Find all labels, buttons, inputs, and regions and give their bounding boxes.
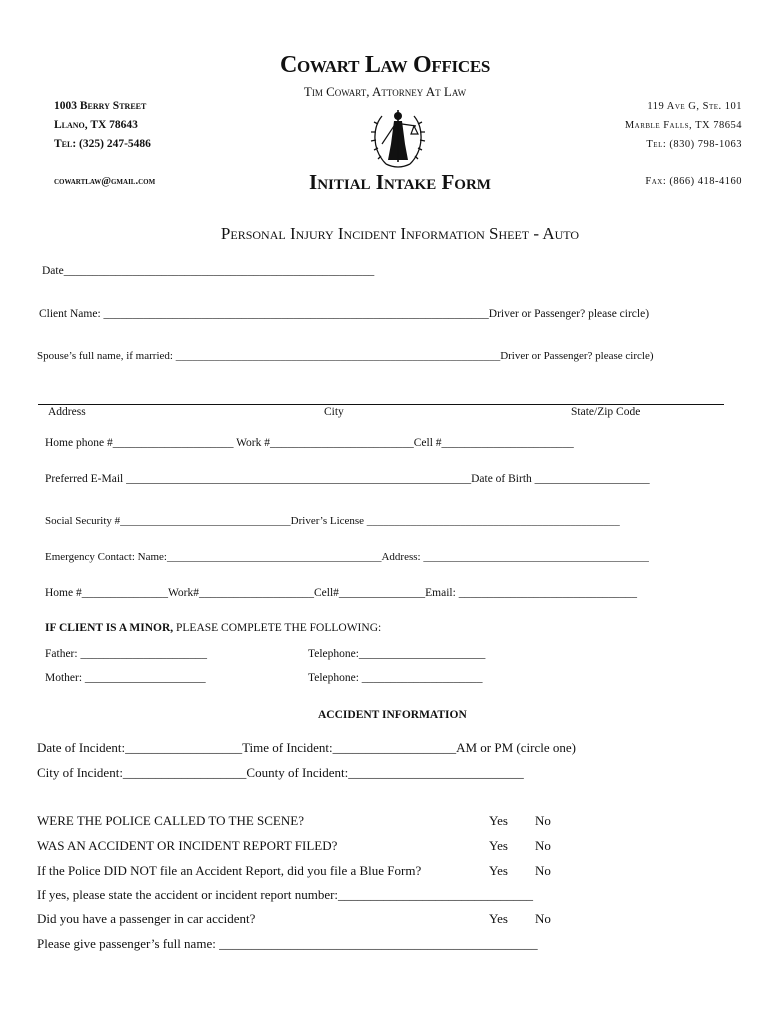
lady-justice-logo-icon (368, 104, 428, 172)
police-called-yes[interactable]: Yes (489, 813, 508, 828)
address-label: Address (48, 406, 86, 418)
city-label: City (324, 406, 344, 418)
father-field[interactable]: Father: ______________________ (45, 648, 207, 660)
mother-field[interactable]: Mother: _____________________ (45, 672, 206, 684)
emergency-phone-fields[interactable]: Home #_______________Work#____________________Cell#_______________Email: _______________________________ (45, 587, 637, 599)
father-telephone-field[interactable]: Telephone:______________________ (308, 648, 486, 660)
right-address-line-3: Tel: (830) 798-1063 (646, 139, 742, 150)
firm-name: Cowart Law Offices (279, 52, 491, 78)
form-title: Initial Intake Form (309, 170, 491, 194)
accident-heading: ACCIDENT INFORMATION (318, 709, 467, 721)
left-address-line-3: Tel: (325) 247-5486 (54, 138, 151, 150)
question-blue-form: If the Police DID NOT file an Accident Report, did you file a Blue Form? (37, 863, 422, 878)
firm-email: cowartlaw@gmail.com (54, 176, 156, 187)
minor-heading-rest: PLEASE COMPLETE THE FOLLOWING: (173, 622, 382, 634)
passenger-name-field[interactable]: Please give passenger’s full name: _________________________________________________ (37, 936, 538, 951)
question-passenger: Did you have a passenger in car accident? (37, 911, 256, 926)
ssn-license-fields[interactable]: Social Security #_______________________________Driver’s License ______________________________________________ (45, 515, 620, 527)
minor-heading-bold: IF CLIENT IS A MINOR, (45, 622, 174, 634)
report-filed-yes[interactable]: Yes (489, 838, 508, 853)
right-address-line-2: Marble Falls, TX 78654 (624, 120, 742, 131)
report-number-field[interactable]: If yes, please state the accident or incident report number:______________________________ (37, 887, 534, 902)
left-address-line-1: 1003 Berry Street (54, 100, 147, 112)
sheet-title: Personal Injury Incident Information Sheet - Auto (220, 224, 580, 243)
email-dob-fields[interactable]: Preferred E-Mail ____________________________________________________________Date of Birth ____________________ (45, 473, 650, 485)
question-report-filed: WAS AN ACCIDENT OR INCIDENT REPORT FILED? (37, 838, 338, 853)
date-field[interactable]: Date______________________________________________________ (42, 265, 375, 277)
passenger-yes[interactable]: Yes (489, 911, 508, 926)
fax-number: Fax: (866) 418-4160 (645, 176, 742, 187)
blue-form-yes[interactable]: Yes (489, 863, 508, 878)
report-filed-no[interactable]: No (535, 838, 551, 853)
emergency-contact-fields[interactable]: Emergency Contact: Name:_______________________________________Address: _________________________________________ (45, 551, 649, 563)
incident-city-county-fields[interactable]: City of Incident:___________________County of Incident:___________________________ (37, 765, 524, 780)
state-zip-label: State/Zip Code (571, 406, 641, 418)
incident-date-time-fields[interactable]: Date of Incident:__________________Time of Incident:___________________AM or PM (circle one) (37, 740, 576, 755)
address-line[interactable] (38, 404, 724, 405)
police-called-no[interactable]: No (535, 813, 551, 828)
client-name-field[interactable]: Client Name: ___________________________________________________________________Driver or Passenger? please circle) (39, 308, 650, 320)
question-police-called: WERE THE POLICE CALLED TO THE SCENE? (37, 813, 304, 828)
blue-form-no[interactable]: No (535, 863, 551, 878)
right-address-line-1: 119 Ave G, Ste. 101 (647, 101, 742, 112)
minor-heading (45, 622, 381, 634)
attorney-name: Tim Cowart, Attorney At Law (303, 84, 467, 99)
spouse-name-field[interactable]: Spouse’s full name, if married: ___________________________________________________________Driver or Passenger? please circle) (37, 350, 654, 362)
left-address-line-2: Llano, TX 78643 (54, 119, 138, 131)
passenger-no[interactable]: No (535, 911, 551, 926)
mother-telephone-field[interactable]: Telephone: _____________________ (308, 672, 483, 684)
phone-fields[interactable]: Home phone #_____________________ Work #_________________________Cell #_______________________ (45, 437, 574, 449)
